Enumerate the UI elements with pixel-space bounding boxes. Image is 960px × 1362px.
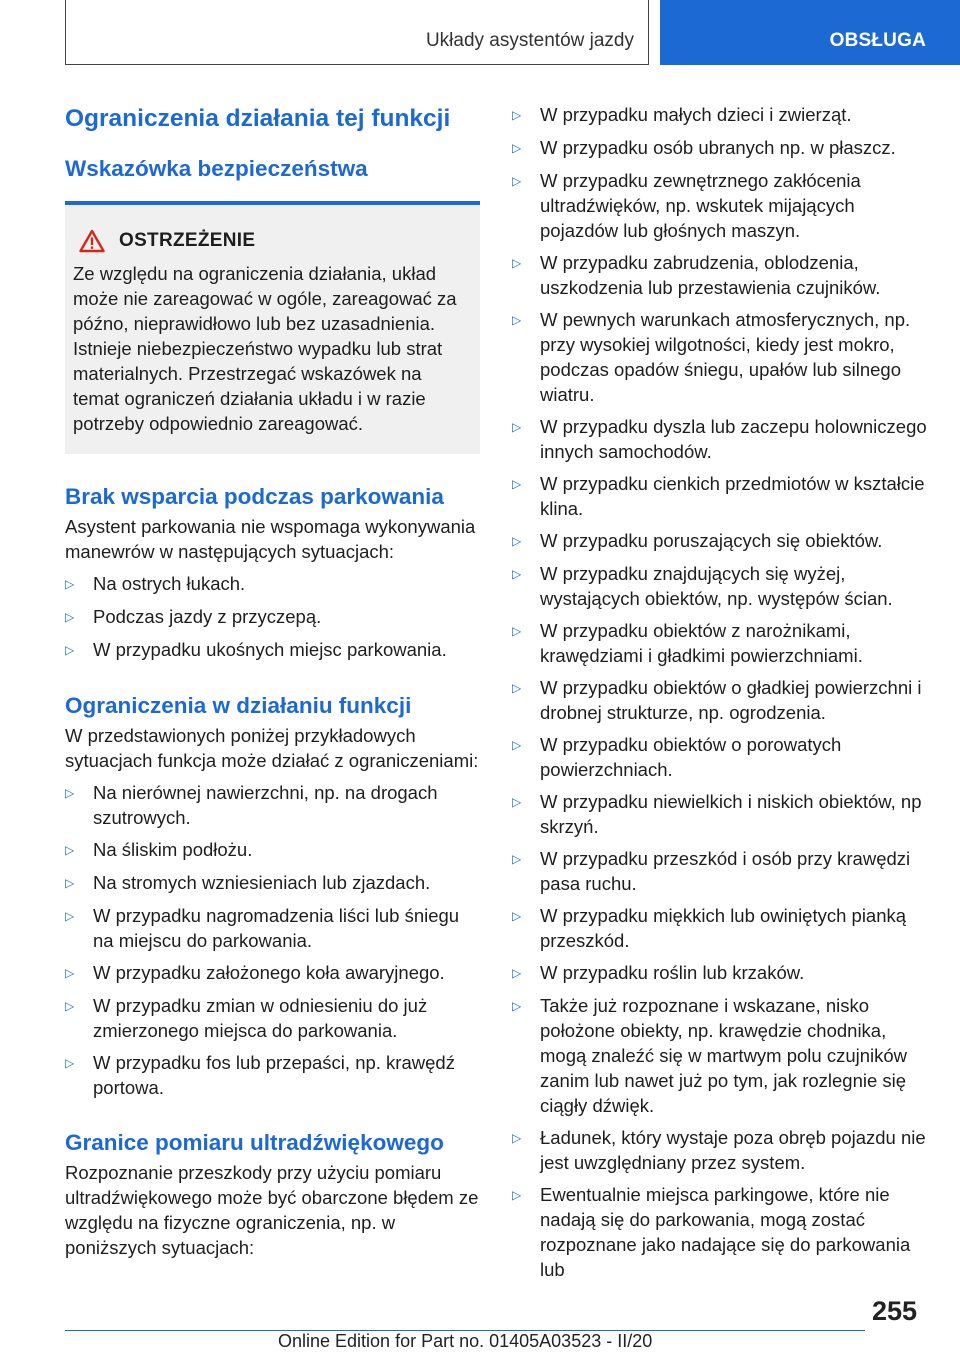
bullet-triangle-icon: ▷ (65, 909, 75, 923)
list-item: ▷ W przypadku osób ubranych np. w płaszcz. (512, 135, 930, 161)
list-item: ▷ W przypadku obiektów o gładkiej powierzchni i drobnej strukturze, np. ogrodzenia. (512, 677, 922, 723)
bullet-triangle-icon: ▷ (65, 999, 75, 1013)
section-title: Układy asystentów jazdy (425, 30, 634, 51)
list-item: ▷ W przypadku przeszkód i osób przy krawędzi pasa ruchu. (512, 848, 911, 894)
list-item: ▷ W przypadku znajdujących się wyżej, wystających obiektów, np. występów ścian. (512, 563, 893, 609)
list-item: ▷ W przypadku miękkich lub owiniętych pianką przeszkód. (512, 905, 907, 951)
bullet-triangle-icon: ▷ (512, 420, 522, 434)
list-item: ▷ W przypadku cienkich przedmiotów w kształcie klina. (512, 473, 925, 519)
list-item: ▷ W przypadku małych dzieci i zwierząt. (512, 102, 930, 128)
section-intro-parking: Asystent parkowania nie wspomaga wykonywania manewrów w następujących sytuacjach: (65, 516, 476, 562)
list-item: ▷ W przypadku ukośnych miejsc parkowania. (65, 637, 480, 663)
list-item: ▷ W przypadku dyszla lub zaczepu holowniczego innych samochodów. (512, 416, 927, 462)
list-item: ▷ Ewentualnie miejsca parkingowe, które nie nadają się do parkowania, mogą zostać rozpoznane jako nadające się do parkowania lub (512, 1184, 911, 1280)
bullet-triangle-icon: ▷ (512, 256, 522, 270)
bullet-triangle-icon: ▷ (512, 108, 522, 122)
bullet-triangle-icon: ▷ (65, 1056, 75, 1070)
section-intro-limits: W przedstawionych poniżej przykładowych sytuacjach funkcja może działać z ograniczeniami: (65, 725, 479, 771)
list-item: ▷ W pewnych warunkach atmosferycznych, np. przy wysokiej wilgotności, kiedy jest mokro, podczas opadów śniegu, upałów lub silnego wiatru. (512, 309, 911, 405)
section-heading-ultrasound: Granice pomiaru ultradźwiękowego (65, 1130, 444, 1155)
list-item: ▷ W przypadku założonego koła awaryjnego. (65, 960, 480, 986)
list-item: ▷ W przypadku fos lub przepaści, np. krawędź portowa. (65, 1052, 455, 1098)
list-item: ▷ W przypadku zmian w odniesieniu do już zmierzonego miejsca do parkowania. (65, 995, 428, 1041)
section-heading-parking: Brak wsparcia podczas parkowania (65, 484, 444, 509)
list-item: ▷ W przypadku poruszających się obiektów. (512, 528, 930, 554)
left-column (65, 102, 480, 1260)
limits-list (65, 780, 480, 1100)
bullet-triangle-icon: ▷ (512, 477, 522, 491)
list-item: ▷ W przypadku obiektów o porowatych powierzchniach. (512, 734, 842, 780)
section-heading-limits: Ograniczenia w działaniu funkcji (65, 693, 412, 718)
bullet-triangle-icon: ▷ (65, 786, 75, 800)
warning-box (65, 205, 480, 454)
page-title: Ograniczenia działania tej funkcji (65, 105, 451, 132)
bullet-triangle-icon: ▷ (512, 174, 522, 188)
warning-header (73, 227, 472, 255)
parking-list (65, 571, 480, 663)
bullet-triangle-icon: ▷ (512, 966, 522, 980)
warning-triangle-icon (79, 229, 105, 253)
list-item: ▷ W przypadku niewielkich i niskich obiektów, np skrzyń. (512, 791, 922, 837)
bullet-triangle-icon: ▷ (512, 909, 522, 923)
list-item: ▷ Na nierównej nawierzchni, np. na drogach szutrowych. (65, 782, 438, 828)
list-item: ▷ Podczas jazdy z przyczepą. (65, 604, 480, 630)
right-column (512, 102, 930, 1282)
bullet-triangle-icon: ▷ (65, 966, 75, 980)
safety-heading: Wskazówka bezpieczeństwa (65, 156, 368, 181)
bullet-triangle-icon: ▷ (65, 610, 75, 624)
bullet-triangle-icon: ▷ (512, 1131, 522, 1145)
bullet-triangle-icon: ▷ (512, 795, 522, 809)
bullet-triangle-icon: ▷ (512, 738, 522, 752)
bullet-triangle-icon: ▷ (65, 577, 75, 591)
section-intro-ultrasound: Rozpoznanie przeszkody przy użyciu pomiaru ultradźwiękowego może być obarczone błędem ze względu na fizyczne ograniczenia, np. w poniższych sytuacjach: (65, 1162, 479, 1258)
page-number: 255 (872, 1296, 918, 1326)
ultrasound-list (512, 102, 930, 1282)
list-item: ▷ W przypadku zabrudzenia, oblodzenia, uszkodzenia lub przestawienia czujników. (512, 252, 881, 298)
bullet-triangle-icon: ▷ (65, 876, 75, 890)
list-item: ▷ Na śliskim podłożu. (65, 837, 480, 863)
bullet-triangle-icon: ▷ (512, 567, 522, 581)
bullet-triangle-icon: ▷ (512, 624, 522, 638)
list-item: ▷ Na ostrych łukach. (65, 571, 480, 597)
warning-text: Ze względu na ograniczenia działania, układ może nie zareagować w ogóle, zareagować za późno, nieprawidłowo lub bez uzasadnienia. Istnieje niebezpieczeństwo wypadku lub strat materialnych. Przestrzegać wskazówek na temat ograniczeń działania układu i w razie potrzeby odpowiednio zareagować. (73, 263, 457, 434)
list-item: ▷ W przypadku zewnętrznego zakłócenia ultradźwięków, np. wskutek mijających pojazdów lub głośnych maszyn. (512, 170, 861, 241)
bullet-triangle-icon: ▷ (512, 1188, 522, 1202)
list-item: ▷ Ładunek, który wystaje poza obręb pojazdu nie jest uwzględniany przez system. (512, 1127, 926, 1173)
bullet-triangle-icon: ▷ (512, 852, 522, 866)
chapter-tab (660, 0, 960, 65)
header-section-box (65, 0, 649, 65)
bullet-triangle-icon: ▷ (512, 534, 522, 548)
bullet-triangle-icon: ▷ (512, 999, 522, 1013)
bullet-triangle-icon: ▷ (512, 313, 522, 327)
list-item: ▷ W przypadku obiektów z narożnikami, krawędziami i gładkimi powierzchniami. (512, 620, 863, 666)
bullet-triangle-icon: ▷ (65, 843, 75, 857)
bullet-triangle-icon: ▷ (512, 681, 522, 695)
chapter-tab-label: OBSŁUGA (829, 30, 926, 51)
list-item: ▷ W przypadku roślin lub krzaków. (512, 960, 930, 986)
edition-note: Online Edition for Part no. 01405A03523 - II/20 (278, 1331, 653, 1351)
list-item: ▷ W przypadku nagromadzenia liści lub śniegu na miejscu do parkowania. (65, 905, 460, 951)
list-item: ▷ Także już rozpoznane i wskazane, nisko położone obiekty, np. krawędzie chodnika, mogą znaleźć się w martwym polu czujników zanim lub nawet już po tym, jak rozlegnie się ciągły dźwięk. (512, 995, 908, 1116)
bullet-triangle-icon: ▷ (512, 141, 522, 155)
bullet-triangle-icon: ▷ (65, 643, 75, 657)
list-item: ▷ Na stromych wzniesieniach lub zjazdach. (65, 870, 480, 896)
warning-label: OSTRZEŻENIE (119, 230, 256, 251)
